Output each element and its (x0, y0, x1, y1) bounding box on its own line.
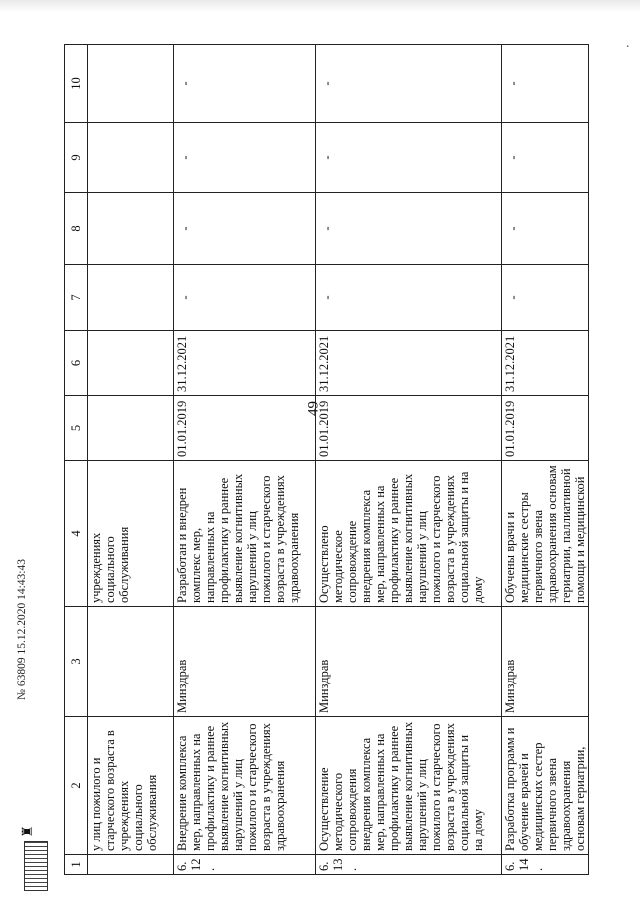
margin-mark: · (625, 40, 630, 55)
event-cell: у лиц пожилого и старческого возраста в учреждениях социального обслуживания (88, 717, 174, 855)
registration-stamp (18, 745, 58, 895)
start-date-cell: 01.01.2019 (174, 396, 316, 461)
col7-cell: - (502, 265, 589, 331)
col10-cell: - (502, 45, 589, 123)
header-cell: 1 (65, 855, 88, 875)
col10-cell (88, 45, 174, 123)
result-cell: Осуществлено методическое сопровождение внедрения комплекса мер, направленных на профилактику и раннее выявление когнитивных нарушений у лиц пожилого и старческого возраста в учреждениях социальной защиты и на дому (316, 461, 502, 607)
header-cell: 8 (65, 193, 88, 265)
col9-cell: - (502, 123, 589, 193)
executor-cell: Минздрав (502, 607, 589, 717)
scan-edge (0, 0, 640, 12)
col7-cell: - (174, 265, 316, 331)
col8-cell: - (502, 193, 589, 265)
row-number (88, 855, 174, 875)
end-date-cell: 31.12.2021 (174, 331, 316, 396)
activities-table (64, 44, 589, 875)
start-date-cell: 01.01.2019 (316, 396, 502, 461)
executor-cell: Минздрав (174, 607, 316, 717)
header-cell: 9 (65, 123, 88, 193)
header-cell: 4 (65, 461, 88, 607)
start-date-cell: 01.01.2019 (502, 396, 589, 461)
end-date-cell: 31.12.2021 (502, 331, 589, 396)
barcode-icon (24, 841, 48, 891)
event-cell: Осуществление методического сопровождения внедрения комплекса мер, направленных на профилактику и раннее выявление когнитивных нарушений у лиц пожилого и старческого возраста в учреждениях социальной защиты и на дому (316, 717, 502, 855)
col8-cell: - (174, 193, 316, 265)
row-number: 6.14. (502, 855, 589, 875)
table-row (316, 45, 502, 875)
col10-cell: - (316, 45, 502, 123)
header-cell: 5 (65, 396, 88, 461)
executor-cell (88, 607, 174, 717)
col8-cell: - (316, 193, 502, 265)
table-row (174, 45, 316, 875)
col9-cell: - (174, 123, 316, 193)
row-number: 6.13. (316, 855, 502, 875)
document-stamp-text: № 63809 15.12.2020 14:43:43 (16, 559, 28, 700)
event-cell: Разработка программ и обучение врачей и медицинских сестер первичного звена здравоохранения основам гериатрии, (502, 717, 589, 855)
table-row (502, 45, 589, 875)
header-cell: 3 (65, 607, 88, 717)
col9-cell (88, 123, 174, 193)
col7-cell: - (316, 265, 502, 331)
start-date-cell (88, 396, 174, 461)
result-cell: Разработан и внедрен комплекс мер, направленных на профилактику и раннее выявление когнитивных нарушений у лиц пожилого и старческого возраста в учреждениях здравоохранения (174, 461, 316, 607)
result-cell: Обучены врачи и медицинские сестры первичного звена здравоохранения основам гериатрии, паллиативной помощи и медицинской (502, 461, 589, 607)
header-cell: 6 (65, 331, 88, 396)
end-date-cell: 31.12.2021 (316, 331, 502, 396)
col8-cell (88, 193, 174, 265)
col7-cell (88, 265, 174, 331)
header-row (65, 45, 88, 875)
table-row (88, 45, 174, 875)
header-cell: 10 (65, 45, 88, 123)
page-number: 49 (305, 401, 322, 416)
col9-cell: - (316, 123, 502, 193)
end-date-cell (88, 331, 174, 396)
rotated-document (64, 45, 587, 875)
stamp-emblem-icon: ♜ (20, 825, 36, 838)
header-cell: 2 (65, 717, 88, 855)
header-cell: 7 (65, 265, 88, 331)
row-number: 6.12. (174, 855, 316, 875)
col10-cell: - (174, 45, 316, 123)
result-cell: учреждениях социального обслуживания (88, 461, 174, 607)
event-cell: Внедрение комплекса мер, направленных на профилактику и раннее выявление когнитивных нарушений у лиц пожилого и старческого возраста в учреждениях здравоохранения (174, 717, 316, 855)
executor-cell: Минздрав (316, 607, 502, 717)
